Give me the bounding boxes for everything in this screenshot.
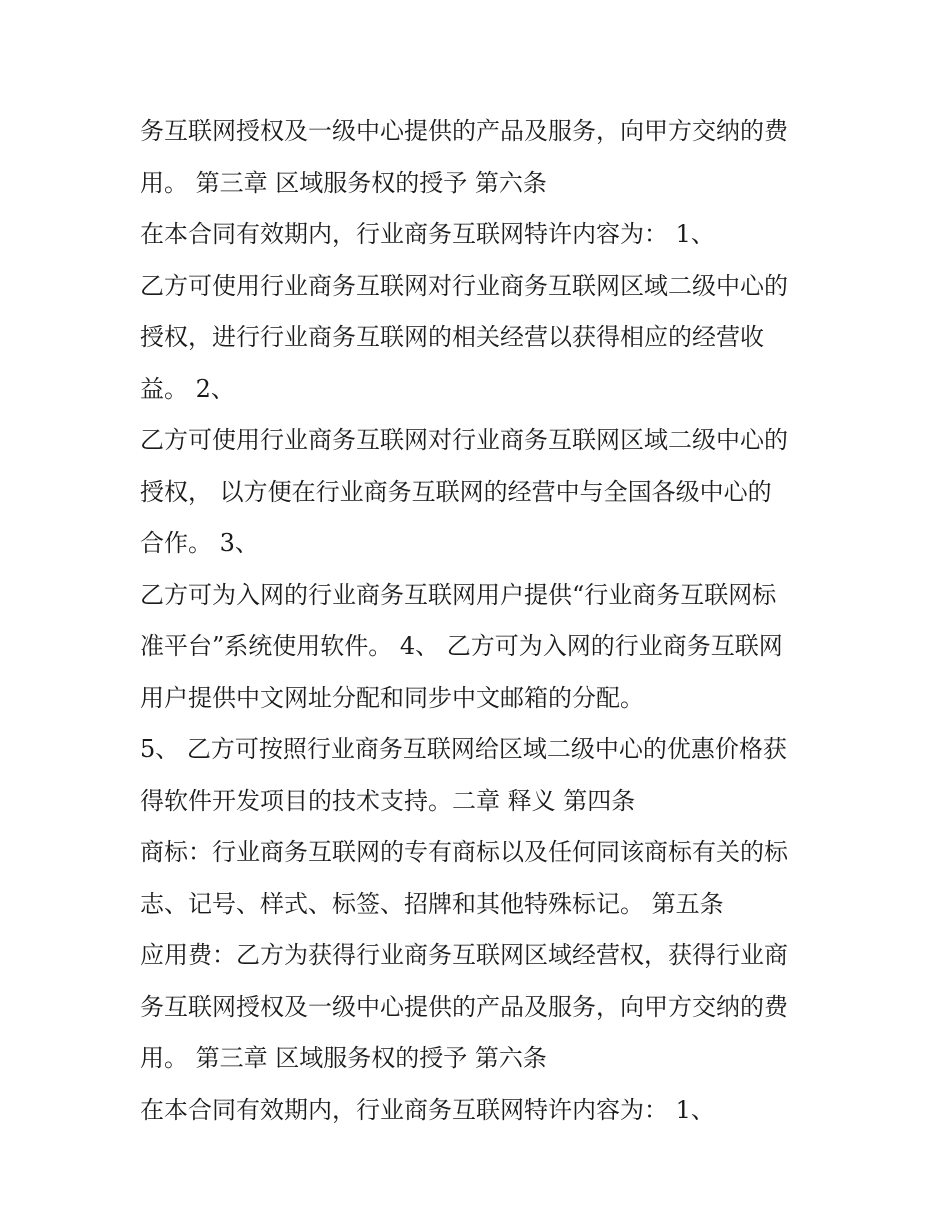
- text-line: 乙方可为入网的行业商务互联网用户提供“行业商务互联网标: [140, 580, 777, 609]
- text-line: 在本合同有效期内，行业商务互联网特许内容为： 1、: [140, 220, 715, 248]
- text-line: 乙方可使用行业商务互联网对行业商务互联网区域二级中心的: [140, 426, 788, 454]
- text-line: 准平台”系统使用软件。 4、 乙方可为入网的行业商务互联网: [140, 632, 783, 660]
- text-line: 务互联网授权及一级中心提供的产品及服务，向甲方交纳的费: [140, 117, 788, 145]
- text-line: 得软件开发项目的技术支持。二章 释义 第四条: [140, 786, 636, 815]
- text-line: 用户提供中文网址分配和同步中文邮箱的分配。: [140, 683, 644, 712]
- text-line: 用。 第三章 区域服务权的授予 第六条: [140, 168, 547, 197]
- text-line: 益。 2、: [140, 374, 235, 403]
- text-line: 乙方可使用行业商务互联网对行业商务互联网区域二级中心的: [140, 271, 788, 300]
- text-line: 应用费：乙方为获得行业商务互联网区域经营权，获得行业商: [140, 941, 788, 969]
- text-line: 授权，进行行业商务互联网的相关经营以获得相应的经营收: [140, 323, 764, 351]
- text-line: 用。 第三章 区域服务权的授予 第六条: [140, 1044, 547, 1072]
- text-line: 在本合同有效期内，行业商务互联网特许内容为： 1、: [140, 1095, 715, 1124]
- document-body: [140, 106, 830, 1136]
- text-line: 合作。 3、: [140, 529, 259, 557]
- text-line: 商标：行业商务互联网的专有商标以及任何同该商标有关的标: [140, 838, 788, 866]
- text-line: 志、记号、样式、标签、招牌和其他特殊标记。 第五条: [140, 889, 724, 918]
- text-line: 5、 乙方可按照行业商务互联网给区域二级中心的优惠价格获: [140, 735, 787, 763]
- text-line: 授权， 以方便在行业商务互联网的经营中与全国各级中心的: [140, 477, 772, 506]
- text-line: 务互联网授权及一级中心提供的产品及服务，向甲方交纳的费: [140, 992, 788, 1021]
